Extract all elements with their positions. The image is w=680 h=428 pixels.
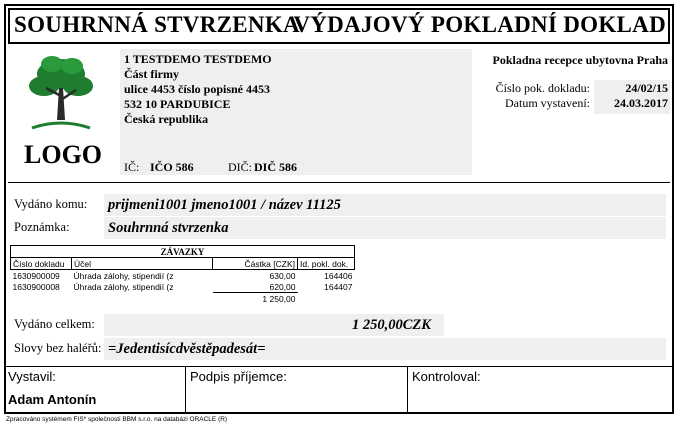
- footer-note: Zpracováno systémem FIS* společnosti BBM s.r.o. na databázi ORACLE (R): [6, 416, 228, 423]
- col-doc-header: Číslo dokladu: [11, 258, 72, 270]
- total-value: 1 250,00CZK: [352, 317, 431, 333]
- row-purpose: Úhrada zálohy, stipendií (z: [73, 270, 174, 281]
- row-doc: 1630900008: [12, 281, 60, 292]
- logo-text: LOGO: [24, 140, 103, 169]
- title-right: VÝDAJOVÝ POKLADNÍ DOKLAD: [293, 12, 666, 37]
- liabilities-header-row: [11, 258, 355, 270]
- issued-to-label: Vydáno komu:: [14, 197, 88, 211]
- dic-label: DIČ:: [228, 160, 252, 174]
- issue-date-label: Datum vystavení:: [505, 96, 590, 110]
- issued-by-value: Adam Antonín: [8, 392, 97, 407]
- liabilities-title: ZÁVAZKY: [11, 246, 355, 258]
- checked-label: Kontroloval:: [412, 369, 481, 384]
- ico-value: IČO 586: [150, 160, 194, 174]
- col-id-header: Id. pokl. dok.: [298, 258, 355, 270]
- table-row: [11, 281, 355, 293]
- issuer-street: ulice 4453 číslo popisné 4453: [124, 82, 271, 96]
- issuer-name: 1 TESTDEMO TESTDEMO: [124, 52, 272, 66]
- cashbox-name: Pokladna recepce ubytovna Praha: [492, 53, 668, 67]
- row-doc: 1630900009: [12, 270, 60, 281]
- issue-date: 24.03.2017: [614, 96, 668, 110]
- issued-by-label: Vystavil:: [8, 369, 56, 384]
- title-left: SOUHRNNÁ STVRZENKA: [14, 12, 300, 37]
- tree-logo-icon: [28, 52, 94, 134]
- total-label: Vydáno celkem:: [14, 317, 95, 331]
- row-id: 164407: [324, 281, 353, 292]
- words-label: Slovy bez haléřů:: [14, 341, 102, 355]
- section-divider: [8, 182, 670, 183]
- issuer-unit: Část firmy: [124, 67, 179, 81]
- issuer-city: 532 10 PARDUBICE: [124, 97, 231, 111]
- liabilities-sum: 1 250,00: [262, 293, 296, 304]
- liabilities-table: [10, 245, 355, 304]
- doc-number: 24/02/15: [625, 81, 668, 95]
- col-purpose-header: Účel: [72, 258, 213, 270]
- ico-label: IČ:: [124, 160, 140, 174]
- note-label: Poznámka:: [14, 220, 70, 234]
- row-purpose: Úhrada zálohy, stipendií (z: [73, 281, 174, 292]
- issued-to-value: prijmeni1001 jmeno1001 / název 11125: [108, 197, 341, 213]
- row-amount: 630,00: [269, 270, 296, 281]
- dic-value: DIČ 586: [254, 160, 298, 174]
- note-value: Souhrnná stvrzenka: [108, 220, 229, 236]
- sum-row: [11, 293, 355, 305]
- doc-number-label: Číslo pok. dokladu:: [495, 81, 590, 95]
- table-row: [11, 270, 355, 282]
- col-amount-header: Částka [CZK]: [213, 258, 298, 270]
- total-currency: CZK: [402, 317, 431, 333]
- row-id: 164406: [324, 270, 353, 281]
- recipient-label: Podpis příjemce:: [190, 369, 287, 384]
- issuer-country: Česká republika: [124, 112, 209, 126]
- row-amount: 620,00: [213, 281, 298, 293]
- words-value: =Jedentisícdvěstěpadesát=: [108, 341, 266, 357]
